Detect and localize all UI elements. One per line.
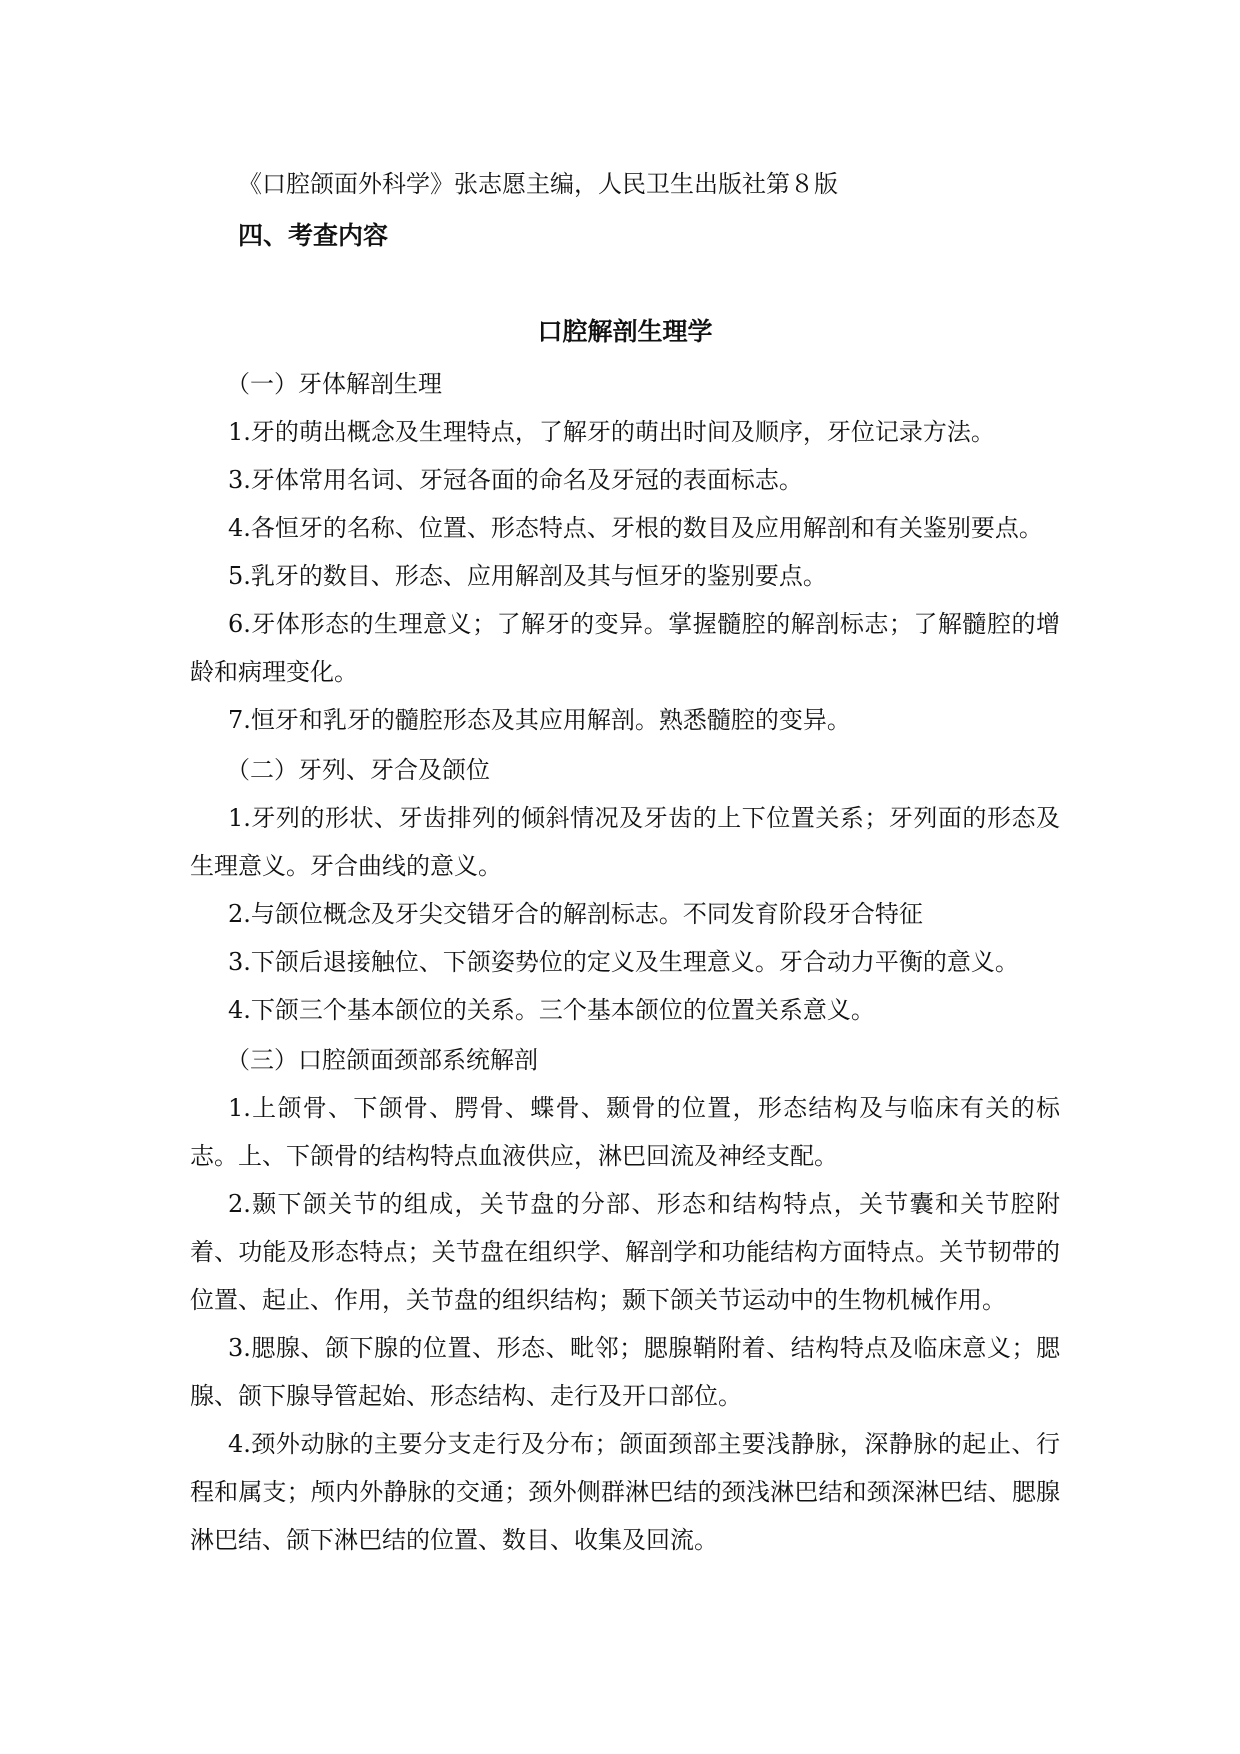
subheading: （一）牙体解剖生理	[226, 370, 442, 398]
subheading: （三）口腔颌面颈部系统解剖	[226, 1046, 538, 1074]
list-item: 1.牙的萌出概念及生理特点，了解牙的萌出时间及顺序，牙位记录方法。	[228, 418, 995, 446]
list-item: 2.颞下颌关节的组成，关节盘的分部、形态和结构特点，关节囊和关节腔附着、功能及形态特点；关节盘在组织学、解剖学和功能结构方面特点。关节韧带的位置、起止、作用，关节盘的组织结构；颞下颌关节运动中的生物机械作用。	[190, 1190, 1060, 1314]
document-page	[190, 160, 1060, 1564]
list-item: 7.恒牙和乳牙的髓腔形态及其应用解剖。熟悉髓腔的变异。	[228, 706, 851, 734]
subheading: （二）牙列、牙合及颌位	[226, 756, 490, 784]
list-item: 4.颈外动脉的主要分支走行及分布；颌面颈部主要浅静脉，深静脉的起止、行程和属支；颅内外静脉的交通；颈外侧群淋巴结的颈浅淋巴结和颈深淋巴结、腮腺淋巴结、颌下淋巴结的位置、数目、收集及回流。	[190, 1430, 1060, 1554]
list-item: 3.牙体常用名词、牙冠各面的命名及牙冠的表面标志。	[228, 466, 803, 494]
list-item: 3.下颌后退接触位、下颌姿势位的定义及生理意义。牙合动力平衡的意义。	[228, 948, 1019, 976]
reference-text: 《口腔颌面外科学》张志愿主编，人民卫生出版社第８版	[238, 170, 838, 198]
page-title: 口腔解剖生理学	[537, 317, 713, 346]
list-item: 6.牙体形态的生理意义；了解牙的变异。掌握髓腔的解剖标志；了解髓腔的增龄和病理变化。	[190, 610, 1060, 686]
section-block	[190, 746, 1060, 1034]
list-item: 1.上颌骨、下颌骨、腭骨、蝶骨、颞骨的位置，形态结构及与临床有关的标志。上、下颌骨的结构特点血液供应，淋巴回流及神经支配。	[190, 1094, 1060, 1170]
section-heading: 四、考查内容	[238, 221, 389, 250]
list-item: 4.各恒牙的名称、位置、形态特点、牙根的数目及应用解剖和有关鉴别要点。	[228, 514, 1043, 542]
list-item: 1.牙列的形状、牙齿排列的倾斜情况及牙齿的上下位置关系；牙列面的形态及生理意义。牙合曲线的意义。	[190, 804, 1060, 880]
list-item: 2.与颌位概念及牙尖交错牙合的解剖标志。不同发育阶段牙合特征	[228, 900, 923, 928]
section-block	[190, 1036, 1060, 1564]
list-item: 3.腮腺、颌下腺的位置、形态、毗邻；腮腺鞘附着、结构特点及临床意义；腮腺、颌下腺导管起始、形态结构、走行及开口部位。	[190, 1334, 1060, 1410]
list-item: 4.下颌三个基本颌位的关系。三个基本颌位的位置关系意义。	[228, 996, 875, 1024]
list-item: 5.乳牙的数目、形态、应用解剖及其与恒牙的鉴别要点。	[228, 562, 827, 590]
section-block	[190, 360, 1060, 744]
